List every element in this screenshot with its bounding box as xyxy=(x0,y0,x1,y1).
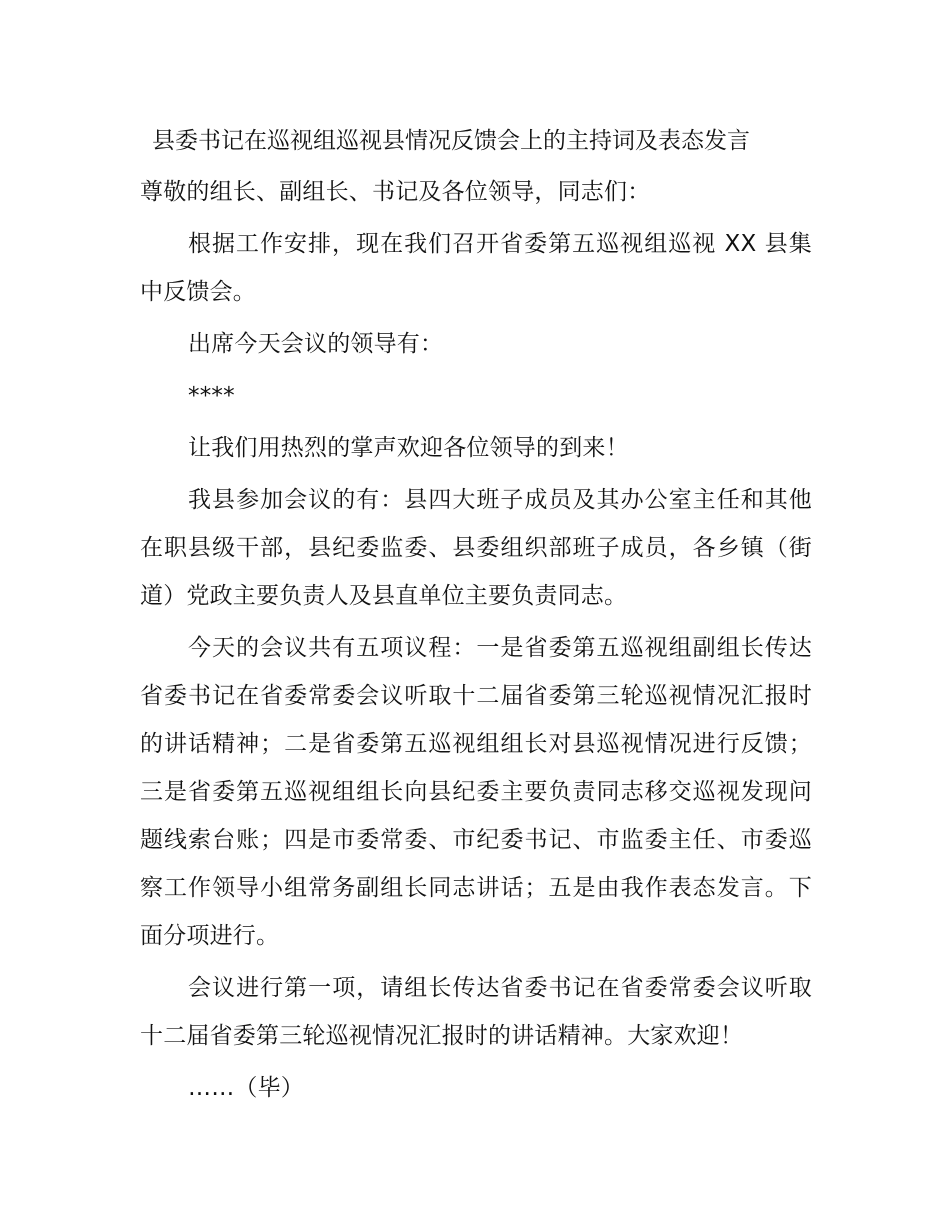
leaders-placeholder-paragraph: **** xyxy=(188,383,235,409)
agenda-paragraph: 今天的会议共有五项议程：一是省委第五巡视组副组长传达省委书记在省委常委会议听取十二届省委第三轮巡视情况汇报时的讲话精神；二是省委第五巡视组组长对县巡视情况进行反馈；三是省委第五巡视组组长向县纪委主要负责同志移交巡视发现问题线索台账；四是市委常委、市纪委书记、市监委主任、市委巡察工作领导小组常务副组长同志讲话；五是由我作表态发言。下面分项进行。 xyxy=(140,635,812,949)
first-item-paragraph: 会议进行第一项，请组长传达省委书记在省委常委会议听取十二届省委第三轮巡视情况汇报时的讲话精神。大家欢迎！ xyxy=(140,975,812,1049)
attendees-paragraph: 我县参加会议的有：县四大班子成员及其办公室主任和其他在职县级干部，县纪委监委、县委组织部班子成员，各乡镇（街道）党政主要负责人及县直单位主要负责同志。 xyxy=(140,487,812,609)
salutation-paragraph: 尊敬的组长、副组长、书记及各位领导，同志们： xyxy=(140,179,651,205)
welcome-paragraph: 让我们用热烈的掌声欢迎各位领导的到来！ xyxy=(188,435,629,461)
opening-paragraph: 根据工作安排，现在我们召开省委第五巡视组巡视 XX 县集中反馈会。 xyxy=(140,231,812,305)
leaders-intro-paragraph: 出席今天会议的领导有： xyxy=(188,331,444,357)
document-page xyxy=(140,118,812,1116)
ending-paragraph: ……（毕） xyxy=(188,1075,304,1101)
document-title: 县委书记在巡视组巡视县情况反馈会上的主持词及表态发言 xyxy=(152,128,750,154)
